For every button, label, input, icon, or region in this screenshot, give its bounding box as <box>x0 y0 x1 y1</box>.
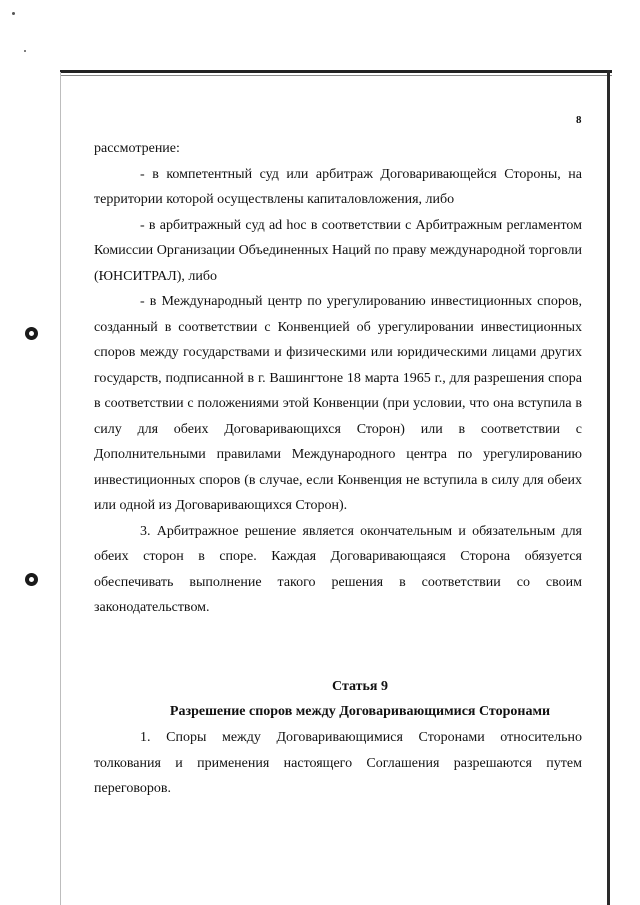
scan-edge-left <box>60 72 61 905</box>
scan-speck <box>24 50 26 52</box>
scan-edge-right <box>607 70 610 905</box>
paragraph-point-3: 3. Арбитражное решение является окончательным и обязательным для обеих сторон в споре. Каждая Договаривающаяся Сторона обязуется обеспечивать выполнение такого решения в соответствии со своим законодательством. <box>94 523 582 615</box>
article-title: Разрешение споров между Договаривающимися Сторонами <box>169 704 551 719</box>
paragraph-option-icsid: - в Международный центр по урегулированию инвестиционных споров, созданный в соответствии с Конвенцией об урегулировании инвестиционных споров между государствами и физическими или юридическими лицами других государств, подписанной в г. Вашингтоне 18 марта 1965 г., для разрешения спора в соответствии с положениями этой Конвенции (при условии, что она вступила в силу для обеих Договаривающихся Сторон) или в соответствии с Дополнительными правилами Международного центра по урегулированию инвестиционных споров (в случае, если Конвенция не вступила в силу для обеих или одной из Договаривающихся Сторон). <box>94 294 582 513</box>
paragraph-continuation: рассмотрение: <box>94 141 180 156</box>
scan-speck <box>12 12 15 15</box>
binder-hole-icon <box>25 327 38 340</box>
paragraph-option-uncitral: - в арбитражный суд ad hoc в соответствии с Арбитражным регламентом Комиссии Организации Объединенных Наций по праву международной торговли (ЮНСИТРАЛ), либо <box>94 217 582 284</box>
article-number: Статья 9 <box>332 679 388 694</box>
page-number: 8 <box>576 114 582 126</box>
paragraph-point-1: 1. Споры между Договаривающимися Сторонами относительно толкования и применения настоящего Соглашения разрешаются путем переговоров. <box>94 730 582 796</box>
article-body <box>94 725 582 802</box>
scan-edge-top <box>60 70 612 73</box>
scan-edge-top-shadow <box>60 75 612 76</box>
binder-hole-icon <box>25 573 38 586</box>
document-body <box>94 136 582 621</box>
paragraph-option-court: - в компетентный суд или арбитраж Договаривающейся Стороны, на территории которой осуществлены капиталовложения, либо <box>94 166 582 207</box>
